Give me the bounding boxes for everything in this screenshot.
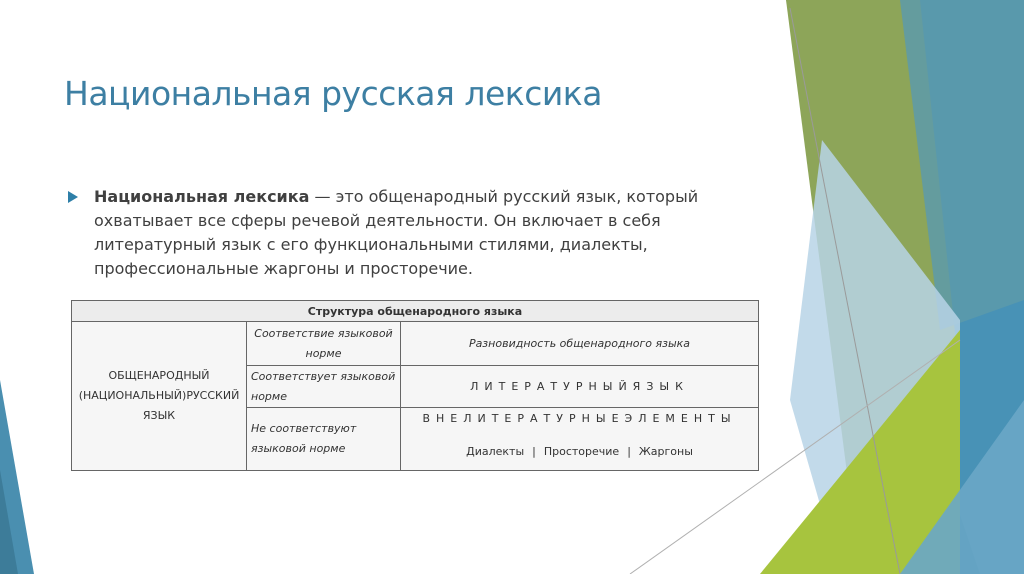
bullet-text xyxy=(94,185,734,281)
item-separator: | xyxy=(627,445,631,458)
table-caption: Структура общенародного языка xyxy=(72,301,759,322)
table-left-cell: ОБЩЕНАРОДНЫЙ (НАЦИОНАЛЬНЫЙ)РУССКИЙ ЯЗЫК xyxy=(72,322,247,471)
item-jargons: Жаргоны xyxy=(638,445,693,458)
nonliterary-heading: ВНЕЛИТЕРАТУРНЫЕЭЛЕМЕНТЫ xyxy=(422,412,737,425)
table-header-variety: Разновидность общенародного языка xyxy=(401,322,759,366)
bullet-definition: — это общенародный русский язык, который охватывает все сферы речевой деятельности. Он включает в себя литературный язык с его функциональными стилями, диалекты, профессиональные жаргоны и просторечие. xyxy=(94,187,699,278)
table-cell-nonliterary xyxy=(401,408,759,471)
item-dialects: Диалекты xyxy=(466,445,525,458)
slide-title: Национальная русская лексика xyxy=(64,74,602,113)
item-separator: | xyxy=(532,445,536,458)
table-cell-corresponds: Соответствует языковой норме xyxy=(247,366,401,408)
language-structure-table xyxy=(71,300,759,471)
bullet-item xyxy=(66,185,766,281)
table-cell-literary-language: ЛИТЕРАТУРНЫЙЯЗЫК xyxy=(401,366,759,408)
table-header-norm: Соответствие языковой норме xyxy=(247,322,401,366)
item-vernacular: Просторечие xyxy=(543,445,620,458)
bullet-term: Национальная лексика xyxy=(94,187,310,206)
table-cell-not-corresponds: Не соответствуют языковой норме xyxy=(247,408,401,471)
nonliterary-items xyxy=(405,445,754,458)
triangle-bullet-icon xyxy=(66,190,80,204)
